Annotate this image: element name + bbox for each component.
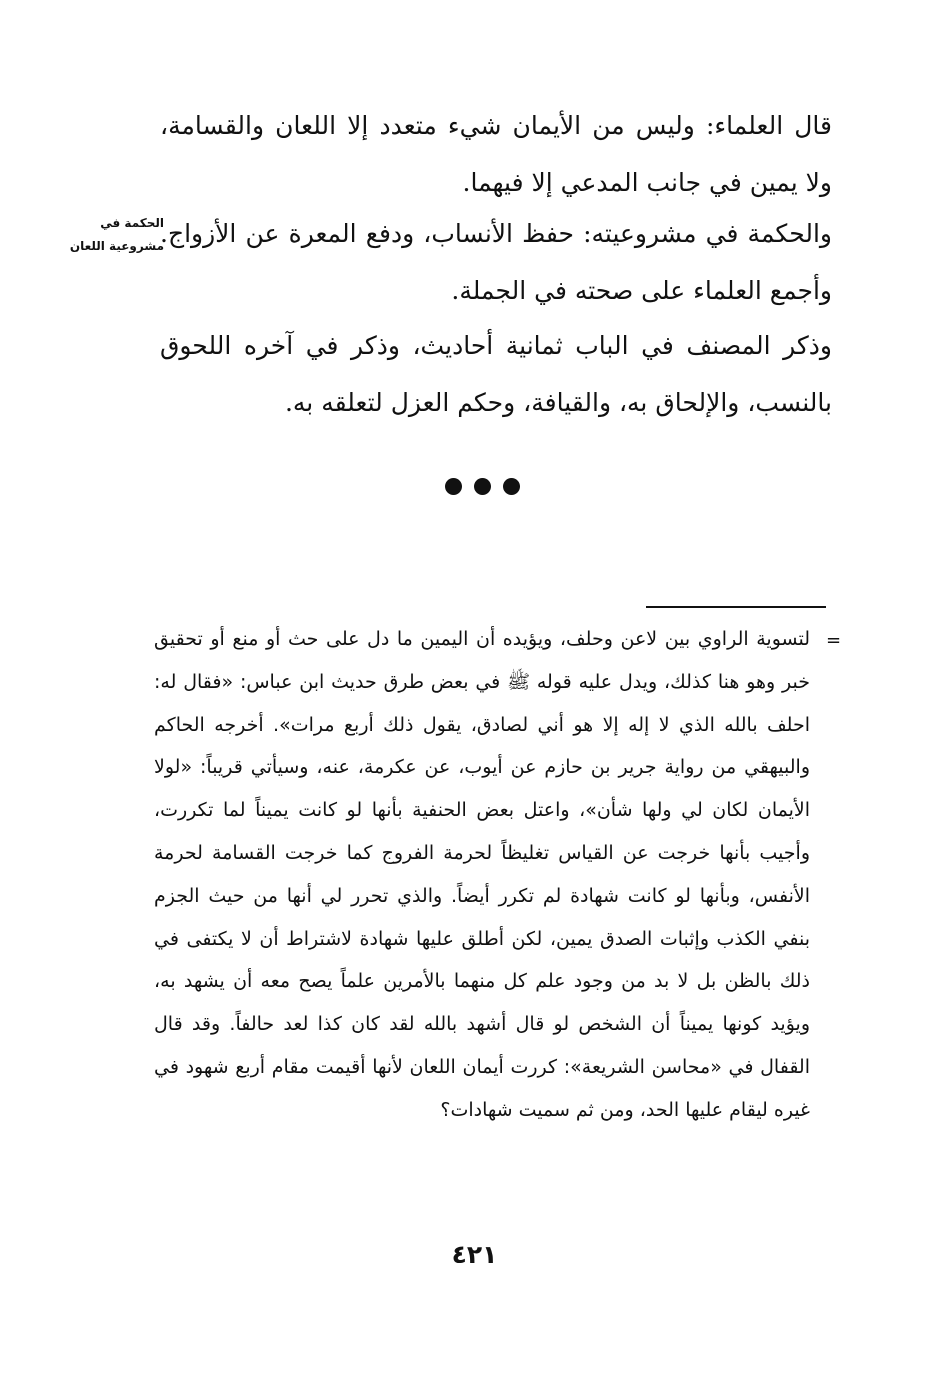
- footnote-divider: [646, 606, 826, 608]
- separator-dot-icon: [474, 478, 491, 495]
- footnote-continuation-marker: =: [826, 630, 842, 651]
- page-number: ٤٢١: [451, 1240, 498, 1269]
- main-paragraph-1: قال العلماء: وليس من الأيمان شيء متعدد إلا اللعان والقسامة، ولا يمين في جانب المدعي إلا فيهما.: [160, 111, 832, 197]
- separator-dot-icon: [445, 478, 462, 495]
- section-separator: [445, 478, 545, 498]
- footnote-text: لتسوية الراوي بين لاعن وحلف، ويؤيده أن اليمين ما دل على حث أو منع أو تحقيق خبر وهو هنا كذلك، ويدل عليه قوله ﷺ في بعض طرق حديث ابن عباس: «فقال له: احلف بالله الذي لا إله إلا هو أني لصادق، يقول ذلك أربع مرات». أخرجه الحاكم والبيهقي من رواية جرير بن حازم عن أيوب، عن عكرمة، عنه، وسيأتي قريباً: «لولا الأيمان لكان لي ولها شأن»، واعتل بعض الحنفية بأنها لو كانت يميناً لما تكررت، وأجيب بأنها خرجت عن القياس تغليظاً لحرمة الفروج كما خرجت القسامة لحرمة الأنفس، وبأنها لو كانت شهادة لم تكرر أيضاً. والذي تحرر لي أنها من حيث الجزم بنفي الكذب وإثبات الصدق يمين، لكن أطلق عليها شهادة لاشتراط أن لا يكتفى في ذلك بالظن بل لا بد من وجود علم كل منهما بالأمرين علماً يصح معه أن يشهد به، ويؤيد كونها يميناً أن الشخص لو قال أشهد بالله لقد كان كذا لعد حالفاً. وقد قال القفال في «محاسن الشريعة»: كررت أيمان اللعان لأنها أقيمت مقام أربع شهود في غيره ليقام عليها الحد، ومن ثم سميت شهادات؟: [154, 628, 810, 1121]
- margin-note: الحكمة في مشروعية اللعان: [69, 216, 164, 253]
- main-paragraph-3: وذكر المصنف في الباب ثمانية أحاديث، وذكر في آخره اللحوق بالنسب، والإلحاق به، والقيافة، وحكم العزل لتعلقه به.: [160, 331, 832, 417]
- separator-dot-icon: [503, 478, 520, 495]
- main-paragraph-2: والحكمة في مشروعيته: حفظ الأنساب، ودفع المعرة عن الأزواج. وأجمع العلماء على صحته في الجملة.: [160, 219, 832, 305]
